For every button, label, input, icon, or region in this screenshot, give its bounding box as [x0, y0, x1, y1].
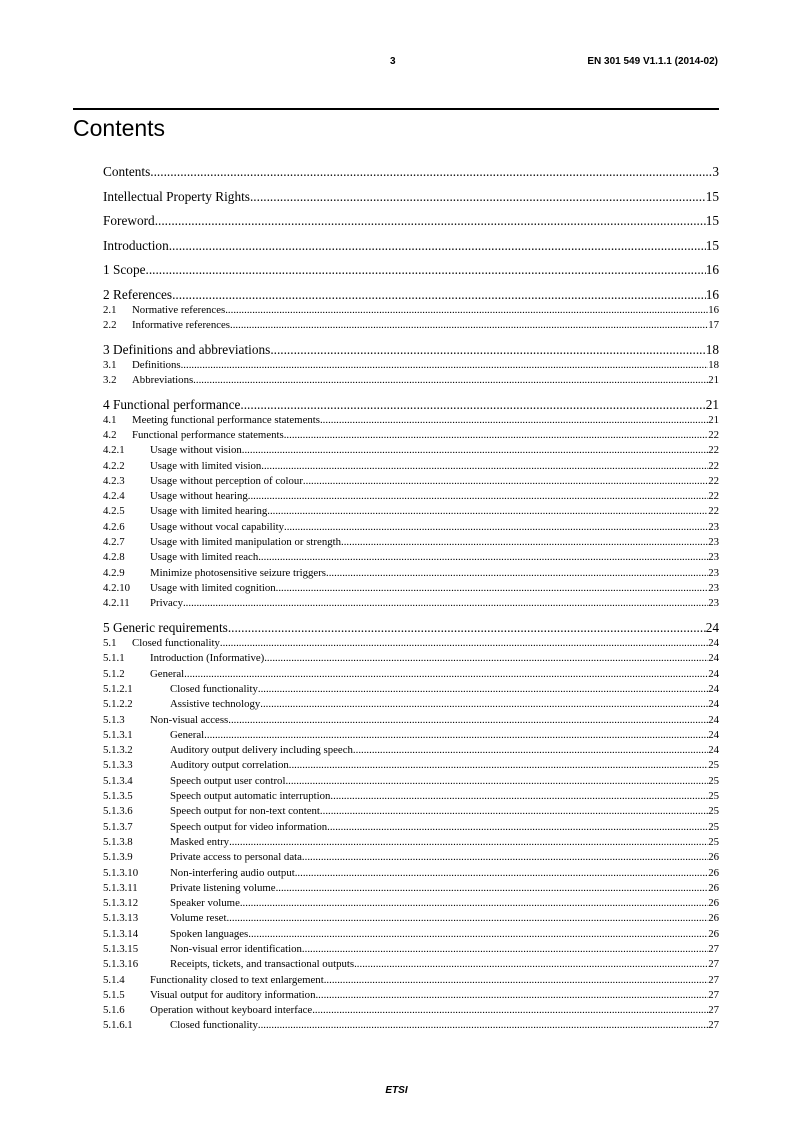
dot-leader — [172, 287, 706, 303]
toc-entry-number: 5.1.5 — [103, 988, 125, 1001]
toc-entry-title: Auditory output correlation — [170, 759, 289, 772]
dot-leader — [250, 189, 706, 205]
toc-entry-page: 23 — [708, 597, 719, 610]
toc-entry-page: 23 — [708, 551, 719, 564]
dot-leader — [284, 520, 708, 535]
toc-entry-page: 23 — [708, 566, 719, 579]
toc-entry-title: Speech output automatic interruption — [170, 790, 331, 803]
toc-entry-title: Informative references — [132, 318, 231, 331]
toc-entry[interactable] — [103, 504, 719, 519]
toc-entry-number: 4 — [103, 396, 110, 412]
toc-entry-title: Speech output for video information — [170, 820, 328, 833]
dot-leader — [302, 850, 708, 865]
toc-entry-title: Usage without vocal capability — [150, 520, 285, 533]
toc-entry[interactable] — [103, 164, 719, 180]
dot-leader — [225, 303, 708, 318]
header-rule — [73, 108, 719, 110]
toc-entry-number: 5.1 — [103, 637, 117, 650]
toc-entry-page: 26 — [708, 881, 719, 894]
toc-entry[interactable] — [103, 397, 719, 413]
toc-entry[interactable] — [103, 682, 719, 697]
toc-entry-page: 22 — [708, 444, 719, 457]
toc-entry-page: 16 — [708, 303, 719, 316]
toc-entry-page: 3 — [712, 164, 719, 179]
toc-entry[interactable] — [103, 728, 719, 743]
toc-entry-title: Generic requirements — [113, 620, 228, 636]
toc-entry-page: 24 — [708, 682, 719, 695]
dot-leader — [326, 566, 708, 581]
toc-entry-number: 5.1.3.5 — [103, 790, 133, 803]
dot-leader — [284, 428, 708, 443]
toc-entry-number: 5.1.3.15 — [103, 942, 139, 955]
dot-leader — [169, 238, 706, 254]
dot-leader — [270, 342, 705, 358]
dot-leader — [327, 820, 708, 835]
toc-entry-page: 22 — [708, 474, 719, 487]
toc-entry-title: Private listening volume — [170, 881, 276, 894]
toc-entry-number: 5.1.6.1 — [103, 1019, 133, 1032]
toc-entry-title: Operation without keyboard interface — [150, 1004, 313, 1017]
toc-entry[interactable] — [103, 550, 719, 565]
toc-entry[interactable] — [103, 820, 719, 835]
toc-entry-title: Intellectual Property Rights — [103, 188, 250, 204]
toc-entry[interactable] — [103, 489, 719, 504]
toc-entry-page: 26 — [708, 912, 719, 925]
toc-entry-page: 23 — [708, 536, 719, 549]
toc-entry-page: 22 — [708, 459, 719, 472]
document-id: EN 301 549 V1.1.1 (2014-02) — [587, 56, 718, 67]
toc-entry-title: References — [113, 286, 173, 302]
toc-entry-title: Closed functionality — [132, 637, 220, 650]
dot-leader — [276, 581, 709, 596]
toc-entry-page: 25 — [708, 805, 719, 818]
dot-leader — [330, 789, 708, 804]
toc-entry-title: Scope — [113, 262, 146, 277]
toc-entry[interactable] — [103, 474, 719, 489]
toc-entry[interactable] — [103, 896, 719, 911]
toc-entry[interactable] — [103, 957, 719, 972]
toc-entry[interactable] — [103, 342, 719, 358]
dot-leader — [354, 957, 708, 972]
toc-entry-title: Non-visual access — [150, 713, 229, 726]
dot-leader — [150, 164, 712, 180]
toc-entry-page: 27 — [708, 1019, 719, 1032]
toc-entry-title: Normative references — [132, 303, 226, 316]
toc-entry-page: 25 — [708, 774, 719, 787]
toc-entry-number: 5.1.2.2 — [103, 698, 133, 711]
dot-leader — [295, 866, 708, 881]
toc-entry-title: Usage with limited manipulation or strength — [150, 536, 342, 549]
toc-entry-page: 27 — [708, 958, 719, 971]
toc-entry[interactable] — [103, 881, 719, 896]
toc-entry-number: 5.1.3.10 — [103, 866, 139, 879]
toc-entry-number: 4.2.4 — [103, 490, 125, 503]
toc-entry-title: Private access to personal data — [170, 851, 302, 864]
dot-leader — [183, 596, 708, 611]
toc-entry[interactable] — [103, 804, 719, 819]
toc-entry-number: 5.1.2.1 — [103, 682, 133, 695]
toc-entry-number: 4.2.2 — [103, 459, 125, 472]
toc-entry-number: 5.1.3.3 — [103, 759, 133, 772]
toc-entry-title: Spoken languages — [170, 927, 249, 940]
toc-entry-page: 27 — [708, 988, 719, 1001]
dot-leader — [193, 373, 708, 388]
toc-entry-number: 4.2 — [103, 428, 117, 441]
toc-entry[interactable] — [103, 443, 719, 458]
toc-entry-number: 5.1.3.2 — [103, 744, 133, 757]
toc-entry-title: General — [170, 728, 205, 741]
toc-entry[interactable] — [103, 459, 719, 474]
toc-entry-page: 24 — [708, 667, 719, 680]
toc-entry-number: 5.1.3.11 — [103, 881, 138, 894]
toc-entry-page: 24 — [708, 698, 719, 711]
toc-entry[interactable] — [103, 596, 719, 611]
toc-entry[interactable] — [103, 789, 719, 804]
dot-leader — [324, 973, 708, 988]
toc-entry-page: 23 — [708, 581, 719, 594]
toc-entry-title: Usage with limited hearing — [150, 505, 268, 518]
toc-entry[interactable] — [103, 667, 719, 682]
toc-entry-number: 3.1 — [103, 358, 117, 371]
toc-entry-title: Foreword — [103, 213, 155, 228]
toc-entry-title: Volume reset — [170, 912, 227, 925]
toc-entry-page: 26 — [708, 851, 719, 864]
dot-leader — [289, 758, 708, 773]
dot-leader — [248, 927, 708, 942]
toc-entry[interactable] — [103, 973, 719, 988]
toc-entry-title: General — [150, 667, 185, 680]
toc-entry[interactable] — [103, 636, 719, 651]
toc-entry-title: Functional performance — [113, 396, 241, 412]
toc-entry[interactable] — [103, 318, 719, 333]
toc-entry-number: 5.1.3.1 — [103, 728, 133, 741]
toc-entry-number: 5.1.3.16 — [103, 958, 139, 971]
dot-leader — [240, 896, 708, 911]
toc-entry-title: Functionality closed to text enlargement — [150, 973, 324, 986]
toc-entry[interactable] — [103, 713, 719, 728]
toc-entry-number: 4.2.7 — [103, 536, 125, 549]
toc-entry-title: Non-visual error identification — [170, 942, 302, 955]
toc-entry-number: 2.2 — [103, 318, 117, 331]
toc-entry-title: Abbreviations — [132, 373, 194, 386]
toc-entry-title: Minimize photosensitive seizure triggers — [150, 566, 327, 579]
toc-entry-number: 3 — [103, 341, 110, 357]
dot-leader — [228, 620, 706, 636]
toc-entry[interactable] — [103, 850, 719, 865]
dot-leader — [240, 397, 705, 413]
dot-leader — [155, 213, 706, 229]
toc-entry[interactable] — [103, 358, 719, 373]
toc-entry[interactable] — [103, 413, 719, 428]
toc-entry-page: 24 — [705, 620, 719, 636]
toc-entry[interactable] — [103, 213, 719, 229]
toc-entry-page: 15 — [705, 237, 719, 253]
toc-entry-number: 5.1.3 — [103, 713, 125, 726]
toc-entry[interactable] — [103, 697, 719, 712]
toc-entry[interactable] — [103, 581, 719, 596]
toc-entry-number: 5.1.3.8 — [103, 835, 133, 848]
toc-entry-title: Closed functionality — [170, 682, 258, 695]
dot-leader — [303, 474, 708, 489]
toc-entry[interactable] — [103, 373, 719, 388]
toc-entry[interactable] — [103, 287, 719, 303]
toc-entry-title: Speech output user control — [170, 774, 286, 787]
toc-entry[interactable] — [103, 1018, 719, 1033]
toc-entry-page: 15 — [705, 188, 719, 204]
toc-entry-title: Introduction (Informative) — [150, 652, 265, 665]
dot-leader — [248, 489, 708, 504]
toc-entry-page: 24 — [708, 713, 719, 726]
toc-entry-number: 5 — [103, 620, 110, 636]
toc-entry-title: Usage without hearing — [150, 490, 248, 503]
dot-leader — [258, 550, 708, 565]
dot-leader — [260, 697, 708, 712]
toc-entry-title: Introduction — [103, 237, 169, 253]
toc-entry-number: 4.2.5 — [103, 505, 125, 518]
toc-entry[interactable] — [103, 866, 719, 881]
toc-entry-title: Privacy — [150, 597, 183, 610]
dot-leader — [341, 535, 708, 550]
dot-leader — [226, 911, 708, 926]
toc-entry[interactable] — [103, 988, 719, 1003]
toc-entry-page: 24 — [708, 652, 719, 665]
dot-leader — [258, 682, 708, 697]
toc-entry-number: 4.2.10 — [103, 581, 130, 594]
toc-entry-title: Usage without perception of colour — [150, 474, 303, 487]
toc-entry-number: 5.1.3.12 — [103, 897, 139, 910]
page-title: Contents — [73, 115, 166, 141]
toc-entry-title: Closed functionality — [170, 1019, 258, 1032]
dot-leader — [228, 713, 708, 728]
toc-entry-number: 5.1.3.7 — [103, 820, 133, 833]
toc-entry-page: 25 — [708, 790, 719, 803]
toc-entry-title: Visual output for auditory information — [150, 988, 316, 1001]
toc-entry-page: 27 — [708, 942, 719, 955]
toc-entry-number: 2 — [103, 286, 110, 302]
toc-entry-number: 5.1.3.4 — [103, 774, 133, 787]
toc-entry-title: Usage with limited vision — [150, 459, 262, 472]
toc-entry[interactable] — [103, 835, 719, 850]
toc-entry-title: Speech output for non-text content — [170, 805, 320, 818]
toc-entry-page: 26 — [708, 927, 719, 940]
toc-entry-number: 2.1 — [103, 303, 117, 316]
toc-entry-page: 26 — [708, 897, 719, 910]
toc-entry[interactable] — [103, 1003, 719, 1018]
toc-entry[interactable] — [103, 303, 719, 318]
toc-entry-page: 25 — [708, 835, 719, 848]
toc-entry-page: 18 — [708, 358, 719, 371]
table-of-contents — [103, 164, 719, 1034]
toc-entry-number: 5.1.3.14 — [103, 927, 139, 940]
dot-leader — [315, 988, 708, 1003]
toc-entry-number: 4.2.6 — [103, 520, 125, 533]
toc-entry-page: 27 — [708, 973, 719, 986]
toc-entry-page: 16 — [705, 286, 719, 302]
toc-entry-title: Speaker volume — [170, 897, 240, 910]
dot-leader — [320, 413, 708, 428]
dot-leader — [204, 728, 708, 743]
toc-entry[interactable] — [103, 262, 719, 278]
toc-entry-title: Definitions and abbreviations — [113, 341, 271, 357]
toc-entry-number: 1 — [103, 262, 110, 277]
toc-entry-number: 5.1.3.13 — [103, 912, 139, 925]
toc-entry[interactable] — [103, 927, 719, 942]
toc-entry-title: Masked entry — [170, 835, 230, 848]
toc-entry[interactable] — [103, 620, 719, 636]
toc-entry-number: 5.1.3.9 — [103, 851, 133, 864]
toc-entry[interactable] — [103, 566, 719, 581]
dot-leader — [261, 459, 708, 474]
toc-entry-title: Assistive technology — [170, 698, 261, 711]
dot-leader — [146, 262, 706, 278]
toc-entry[interactable] — [103, 758, 719, 773]
dot-leader — [312, 1003, 708, 1018]
toc-entry-page: 24 — [708, 637, 719, 650]
toc-entry-number: 5.1.4 — [103, 973, 125, 986]
toc-entry-number: 4.2.9 — [103, 566, 125, 579]
dot-leader — [302, 942, 708, 957]
toc-entry-title: Receipts, tickets, and transactional outputs — [170, 958, 355, 971]
toc-entry-title: Meeting functional performance statements — [132, 413, 320, 426]
toc-entry-number: 5.1.6 — [103, 1004, 125, 1017]
dot-leader — [320, 804, 708, 819]
toc-entry[interactable] — [103, 651, 719, 666]
toc-entry-number: 4.2.3 — [103, 474, 125, 487]
toc-entry[interactable] — [103, 535, 719, 550]
toc-entry-title: Usage without vision — [150, 444, 242, 457]
toc-entry-number: 5.1.1 — [103, 652, 125, 665]
toc-entry-number: 5.1.3.6 — [103, 805, 133, 818]
toc-entry-page: 18 — [705, 341, 719, 357]
toc-entry-number: 4.2.8 — [103, 551, 125, 564]
dot-leader — [181, 358, 709, 373]
toc-entry-page: 22 — [708, 505, 719, 518]
dot-leader — [264, 651, 708, 666]
toc-entry[interactable] — [103, 911, 719, 926]
toc-entry-page: 24 — [708, 744, 719, 757]
toc-entry-page: 21 — [708, 413, 719, 426]
dot-leader — [220, 636, 708, 651]
toc-entry-page: 15 — [705, 213, 719, 228]
toc-entry-page: 25 — [708, 759, 719, 772]
toc-entry[interactable] — [103, 189, 719, 205]
dot-leader — [258, 1018, 708, 1033]
toc-entry-page: 24 — [708, 728, 719, 741]
toc-entry-number: 4.2.1 — [103, 444, 125, 457]
toc-entry-number: 3.2 — [103, 373, 117, 386]
toc-entry-number: 5.1.2 — [103, 667, 125, 680]
toc-entry[interactable] — [103, 428, 719, 443]
toc-entry-page: 25 — [708, 820, 719, 833]
toc-entry[interactable] — [103, 774, 719, 789]
toc-entry-page: 27 — [708, 1004, 719, 1017]
toc-entry-title: Contents — [103, 164, 151, 179]
toc-entry-page: 22 — [708, 428, 719, 441]
toc-entry-page: 17 — [708, 318, 719, 331]
toc-entry[interactable] — [103, 238, 719, 254]
toc-entry-page: 16 — [705, 262, 719, 277]
dot-leader — [353, 743, 708, 758]
toc-entry-page: 22 — [708, 490, 719, 503]
page-number: 3 — [390, 56, 396, 67]
toc-entry-title: Usage with limited cognition — [150, 581, 276, 594]
toc-entry[interactable] — [103, 743, 719, 758]
footer-etsi: ETSI — [385, 1085, 408, 1096]
dot-leader — [267, 504, 708, 519]
dot-leader — [285, 774, 708, 789]
toc-entry-title: Auditory output delivery including speech — [170, 744, 353, 757]
toc-entry-title: Definitions — [132, 358, 181, 371]
dot-leader — [230, 318, 708, 333]
dot-leader — [276, 881, 709, 896]
toc-entry-number: 4.1 — [103, 413, 117, 426]
dot-leader — [229, 835, 708, 850]
toc-entry-title: Usage with limited reach — [150, 551, 259, 564]
toc-entry-number: 4.2.11 — [103, 597, 130, 610]
toc-entry-page: 21 — [705, 396, 719, 412]
toc-entry-page: 21 — [708, 373, 719, 386]
toc-entry-title: Non-interfering audio output — [170, 866, 295, 879]
dot-leader — [242, 443, 708, 458]
toc-entry-page: 23 — [708, 520, 719, 533]
dot-leader — [184, 667, 708, 682]
toc-entry-page: 26 — [708, 866, 719, 879]
toc-entry-title: Functional performance statements — [132, 428, 284, 441]
toc-entry[interactable] — [103, 520, 719, 535]
toc-entry[interactable] — [103, 942, 719, 957]
